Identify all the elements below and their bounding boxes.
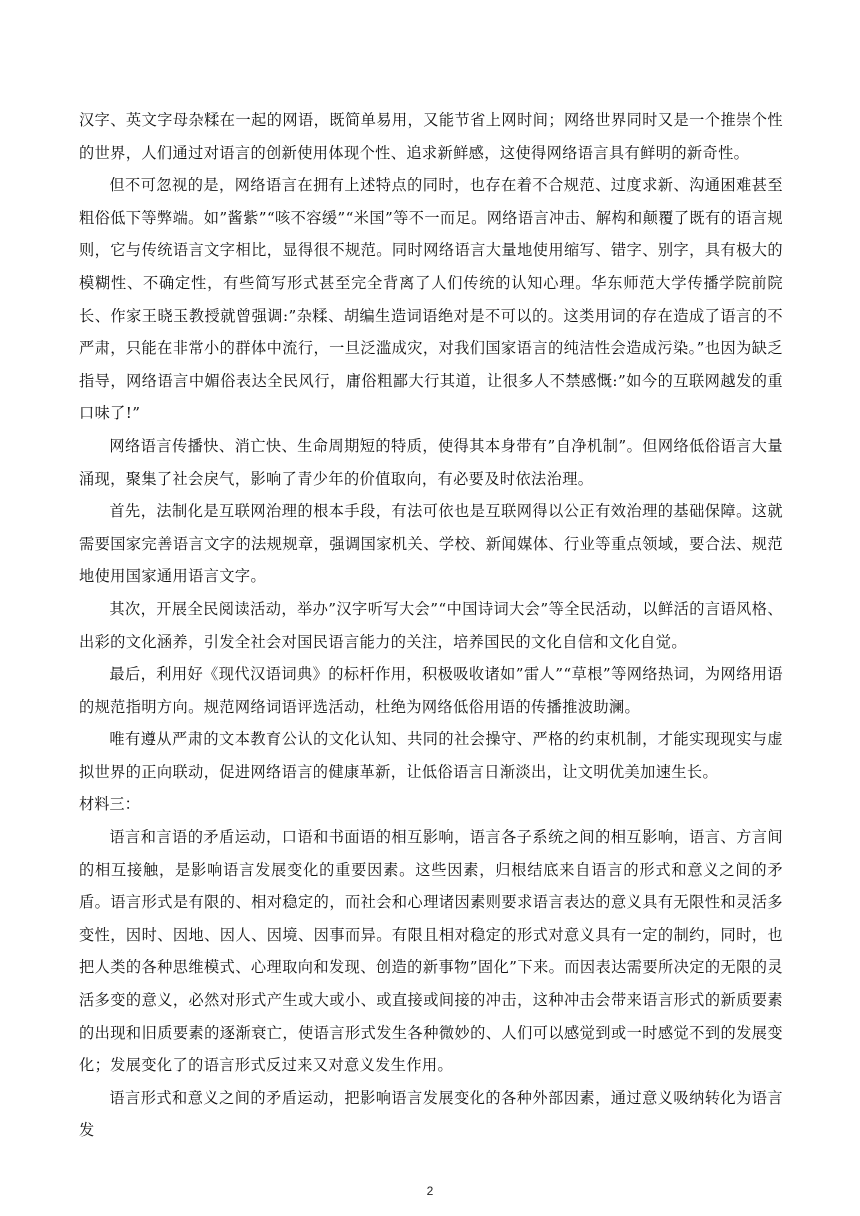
paragraph: 语言和言语的矛盾运动，口语和书面语的相互影响，语言各子系统之间的相互影响，语言、方言间的相互接触，是影响语言发展变化的重要因素。这些因素，归根结底来自语言的形式和意义之间的矛盾。语言形式是有限的、相对稳定的，而社会和心理诸因素则要求语言表达的意义具有无限性和灵活多变性，因时、因地、因人、因境、因事而异。有限且相对稳定的形式对意义具有一定的制约，同时，也把人类的各种思维模式、心理取向和发现、创造的新事物”固化”下来。而因表达需要所决定的无限的灵活多变的意义，必然对形式产生或大或小、或直接或间接的冲击，这种冲击会带来语言形式的新质要素的出现和旧质要素的逐渐衰亡，使语言形式发生各种微妙的、人们可以感觉到或一时感觉不到的发展变化；发展变化了的语言形式反过来又对意义发生作用。 (79, 828, 783, 1075)
paragraph: 首先，法制化是互联网治理的根本手段，有法可依也是互联网得以公正有效治理的基础保障。这就需要国家完善语言文字的法规规章，强调国家机关、学校、新闻媒体、行业等重点领域，要合法、规范地使用国家通用语言文字。 (79, 502, 783, 586)
page-number: 2 (426, 1184, 434, 1198)
paragraph: 其次，开展全民阅读活动，举办”汉字听写大会”“中国诗词大会”等全民活动，以鲜活的言语风格、出彩的文化涵养，引发全社会对国民语言能力的关注，培养国民的文化自信和文化自觉。 (79, 599, 783, 651)
paragraph: 语言形式和意义之间的矛盾运动，把影响语言发展变化的各种外部因素，通过意义吸纳转化为语言发 (79, 1088, 783, 1140)
paragraph: 网络语言传播快、消亡快、生命周期短的特质，使得其本身带有”自净机制”。但网络低俗语言大量涌现，聚集了社会戾气，影响了青少年的价值取向，有必要及时依法治理。 (79, 436, 783, 488)
paragraph: 唯有遵从严肃的文本教育公认的文化认知、共同的社会操守、严格的约束机制，才能实现现实与虚拟世界的正向联动，促进网络语言的健康革新，让低俗语言日渐淡出，让文明优美加速生长。 (79, 730, 783, 781)
paragraph: 汉字、英文字母杂糅在一起的网语，既简单易用，又能节省上网时间；网络世界同时又是一个推崇个性的世界，人们通过对语言的创新使用体现个性、追求新鲜感，这使得网络语言具有鲜明的新奇性。 (79, 111, 783, 162)
paragraph: 最后，利用好《现代汉语词典》的标杆作用，积极吸收诸如”雷人”“草根”等网络热词，为网络用语的规范指明方向。规范网络词语评选活动，杜绝为网络低俗用语的传播推波助澜。 (79, 665, 783, 716)
paragraph: 但不可忽视的是，网络语言在拥有上述特点的同时，也存在着不合规范、过度求新、沟通困难甚至粗俗低下等弊端。如”酱紫”“咳不容缓”“米国”等不一而足。网络语言冲击、解构和颠覆了既有的语言规则，它与传统语言文字相比，显得很不规范。同时网络语言大量地使用缩写、错字、别字，具有极大的模糊性、不确定性，有些简写形式甚至完全背离了人们传统的认知心理。华东师范大学传播学院前院长、作家王晓玉教授就曾强调:”杂糅、胡编生造词语绝对是不可以的。这类用词的存在造成了语言的不严肃，只能在非常小的群体中流行，一旦泛滥成灾，对我们国家语言的纯洁性会造成污染。”也因为缺乏指导，网络语言中媚俗表达全民风行，庸俗粗鄙大行其道，让很多人不禁感慨:”如今的互联网越发的重口味了!” (79, 176, 783, 423)
document-body (79, 104, 783, 1147)
section-heading: 材料三： (79, 795, 140, 814)
